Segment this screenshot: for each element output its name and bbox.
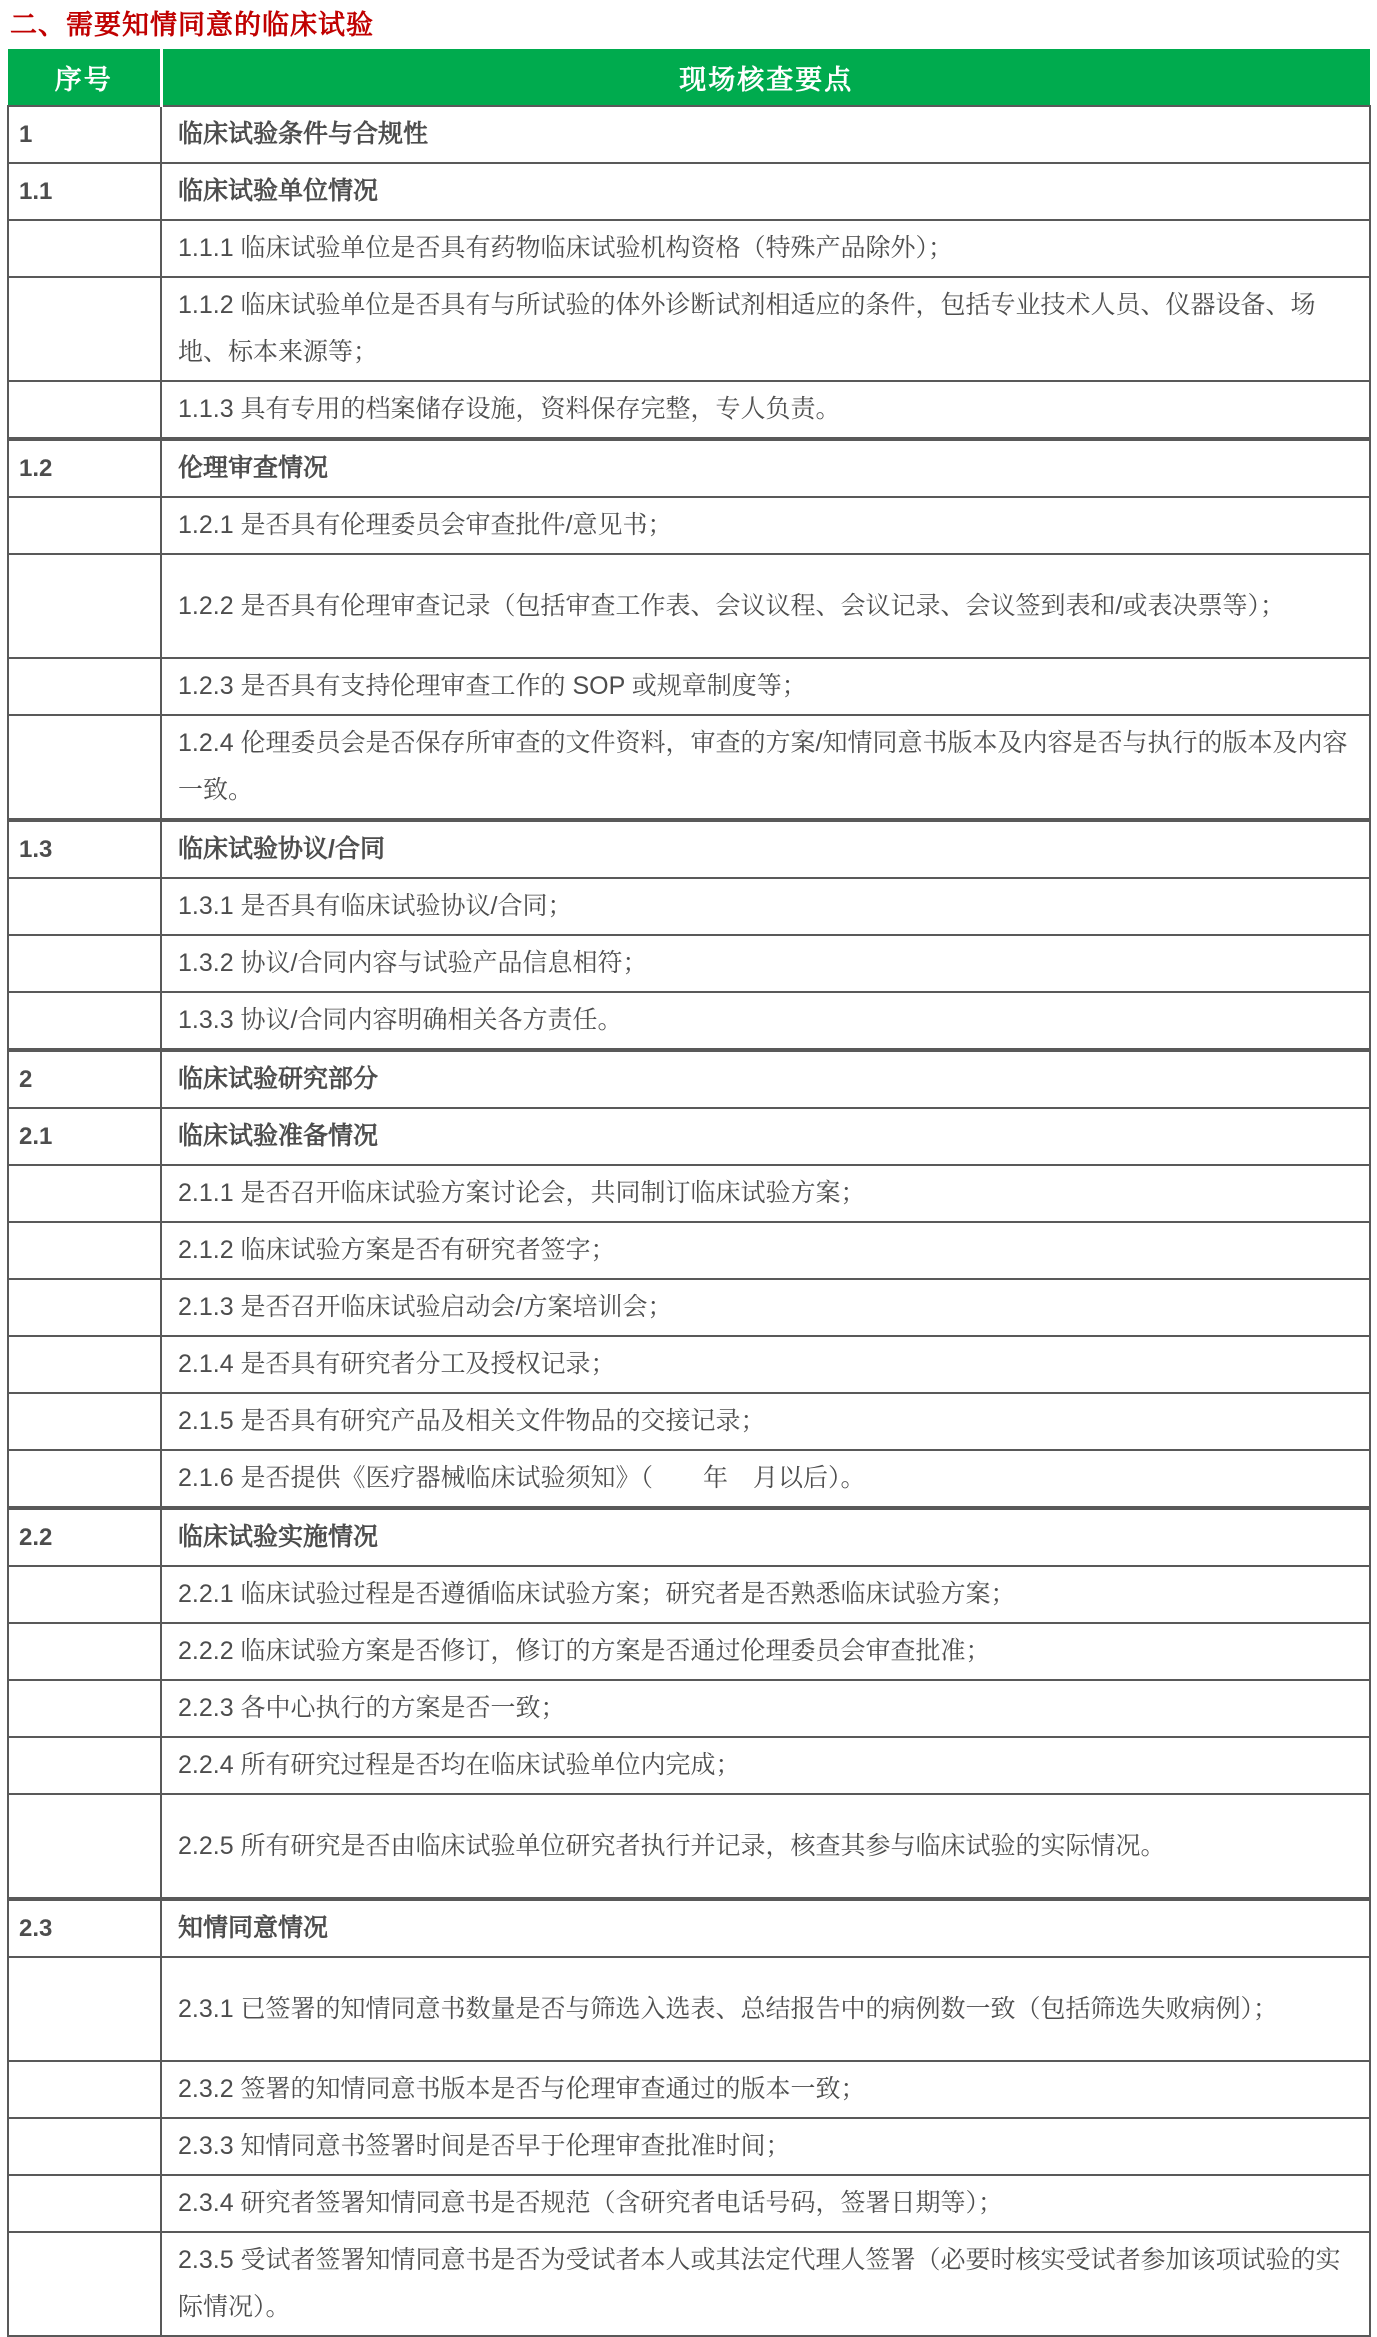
table-row <box>8 2232 1370 2336</box>
row-inspection-point: 2.2.4 所有研究过程是否均在临床试验单位内完成； <box>161 1737 1370 1794</box>
row-inspection-point: 临床试验研究部分 <box>161 1050 1370 1108</box>
row-serial-number <box>8 992 161 1050</box>
row-serial-number: 2.1 <box>8 1108 161 1165</box>
row-inspection-point: 伦理审查情况 <box>161 439 1370 497</box>
table-row <box>8 2061 1370 2118</box>
row-serial-number: 1.1 <box>8 163 161 220</box>
row-inspection-point: 1.3.1 是否具有临床试验协议/合同； <box>161 878 1370 935</box>
row-inspection-point: 2.1.3 是否召开临床试验启动会/方案培训会； <box>161 1279 1370 1336</box>
table-row <box>8 715 1370 820</box>
row-serial-number <box>8 1393 161 1450</box>
row-inspection-point: 2.3.3 知情同意书签署时间是否早于伦理审查批准时间； <box>161 2118 1370 2175</box>
table-row <box>8 820 1370 878</box>
row-inspection-point: 知情同意情况 <box>161 1899 1370 1957</box>
table-row <box>8 497 1370 554</box>
row-serial-number: 2 <box>8 1050 161 1108</box>
table-row <box>8 554 1370 658</box>
row-serial-number <box>8 1794 161 1899</box>
row-inspection-point: 2.1.1 是否召开临床试验方案讨论会，共同制订临床试验方案； <box>161 1165 1370 1222</box>
row-inspection-point: 1.1.2 临床试验单位是否具有与所试验的体外诊断试剂相适应的条件，包括专业技术人员、仪器设备、场地、标本来源等； <box>161 277 1370 381</box>
row-inspection-point: 2.3.1 已签署的知情同意书数量是否与筛选入选表、总结报告中的病例数一致（包括筛选失败病例）； <box>161 1957 1370 2061</box>
table-row <box>8 1279 1370 1336</box>
column-header-inspection-points: 现场核查要点 <box>161 49 1370 106</box>
checklist-table <box>7 49 1371 2337</box>
table-row <box>8 1108 1370 1165</box>
row-inspection-point: 2.3.5 受试者签署知情同意书是否为受试者本人或其法定代理人签署（必要时核实受试者参加该项试验的实际情况）。 <box>161 2232 1370 2336</box>
row-inspection-point: 2.1.6 是否提供《医疗器械临床试验须知》（ 年 月以后）。 <box>161 1450 1370 1508</box>
row-serial-number <box>8 277 161 381</box>
row-inspection-point: 2.2.5 所有研究是否由临床试验单位研究者执行并记录，核查其参与临床试验的实际情况。 <box>161 1794 1370 1899</box>
table-row <box>8 163 1370 220</box>
row-serial-number <box>8 381 161 439</box>
table-row <box>8 1050 1370 1108</box>
row-serial-number <box>8 1165 161 1222</box>
page-title: 二、需要知情同意的临床试验 <box>10 10 374 40</box>
header-row <box>8 49 1370 106</box>
row-inspection-point: 1.2.2 是否具有伦理审查记录（包括审查工作表、会议议程、会议记录、会议签到表和/或表决票等）； <box>161 554 1370 658</box>
row-serial-number: 2.3 <box>8 1899 161 1957</box>
table-row <box>8 658 1370 715</box>
row-serial-number <box>8 2118 161 2175</box>
row-inspection-point: 1.1.1 临床试验单位是否具有药物临床试验机构资格（特殊产品除外）； <box>161 220 1370 277</box>
row-inspection-point: 临床试验条件与合规性 <box>161 106 1370 163</box>
table-row <box>8 381 1370 439</box>
row-inspection-point: 2.1.4 是否具有研究者分工及授权记录； <box>161 1336 1370 1393</box>
row-serial-number <box>8 1623 161 1680</box>
row-inspection-point: 1.2.1 是否具有伦理委员会审查批件/意见书； <box>161 497 1370 554</box>
row-serial-number <box>8 2061 161 2118</box>
row-serial-number <box>8 554 161 658</box>
row-serial-number <box>8 497 161 554</box>
row-serial-number <box>8 1336 161 1393</box>
row-serial-number <box>8 1279 161 1336</box>
table-row <box>8 1450 1370 1508</box>
column-header-serial-number: 序号 <box>8 49 161 106</box>
row-inspection-point: 2.3.2 签署的知情同意书版本是否与伦理审查通过的版本一致； <box>161 2061 1370 2118</box>
row-inspection-point: 临床试验实施情况 <box>161 1508 1370 1566</box>
row-serial-number <box>8 1222 161 1279</box>
row-inspection-point: 2.2.2 临床试验方案是否修订，修订的方案是否通过伦理委员会审查批准； <box>161 1623 1370 1680</box>
table-row <box>8 439 1370 497</box>
row-inspection-point: 2.3.4 研究者签署知情同意书是否规范（含研究者电话号码，签署日期等）； <box>161 2175 1370 2232</box>
table-row <box>8 220 1370 277</box>
table-row <box>8 277 1370 381</box>
row-inspection-point: 1.2.4 伦理委员会是否保存所审查的文件资料，审查的方案/知情同意书版本及内容是否与执行的版本及内容一致。 <box>161 715 1370 820</box>
row-serial-number <box>8 715 161 820</box>
table-header <box>8 49 1370 106</box>
table-row <box>8 992 1370 1050</box>
row-inspection-point: 2.1.2 临床试验方案是否有研究者签字； <box>161 1222 1370 1279</box>
table-row <box>8 1957 1370 2061</box>
row-inspection-point: 临床试验协议/合同 <box>161 820 1370 878</box>
row-inspection-point: 2.1.5 是否具有研究产品及相关文件物品的交接记录； <box>161 1393 1370 1450</box>
row-serial-number: 1.2 <box>8 439 161 497</box>
row-inspection-point: 临床试验准备情况 <box>161 1108 1370 1165</box>
row-serial-number <box>8 658 161 715</box>
table-row <box>8 935 1370 992</box>
table-row <box>8 2175 1370 2232</box>
table-row <box>8 2118 1370 2175</box>
table-row <box>8 1165 1370 1222</box>
row-serial-number <box>8 1737 161 1794</box>
table-row <box>8 1336 1370 1393</box>
table-row <box>8 1737 1370 1794</box>
row-serial-number <box>8 1957 161 2061</box>
row-inspection-point: 1.3.2 协议/合同内容与试验产品信息相符； <box>161 935 1370 992</box>
table-row <box>8 1899 1370 1957</box>
row-serial-number: 2.2 <box>8 1508 161 1566</box>
table-row <box>8 1623 1370 1680</box>
row-serial-number <box>8 935 161 992</box>
row-serial-number: 1.3 <box>8 820 161 878</box>
row-serial-number <box>8 1680 161 1737</box>
row-inspection-point: 1.2.3 是否具有支持伦理审查工作的 SOP 或规章制度等； <box>161 658 1370 715</box>
table-row <box>8 106 1370 163</box>
row-serial-number <box>8 1450 161 1508</box>
table-row <box>8 1794 1370 1899</box>
table-row <box>8 1680 1370 1737</box>
row-inspection-point: 临床试验单位情况 <box>161 163 1370 220</box>
row-serial-number: 1 <box>8 106 161 163</box>
row-serial-number <box>8 1566 161 1623</box>
row-serial-number <box>8 2175 161 2232</box>
row-serial-number <box>8 2232 161 2336</box>
table-row <box>8 1222 1370 1279</box>
row-inspection-point: 2.2.3 各中心执行的方案是否一致； <box>161 1680 1370 1737</box>
table-body <box>8 106 1370 2336</box>
row-inspection-point: 1.3.3 协议/合同内容明确相关各方责任。 <box>161 992 1370 1050</box>
table-row <box>8 878 1370 935</box>
table-row <box>8 1566 1370 1623</box>
row-inspection-point: 2.2.1 临床试验过程是否遵循临床试验方案；研究者是否熟悉临床试验方案； <box>161 1566 1370 1623</box>
row-serial-number <box>8 220 161 277</box>
row-serial-number <box>8 878 161 935</box>
row-inspection-point: 1.1.3 具有专用的档案储存设施，资料保存完整，专人负责。 <box>161 381 1370 439</box>
table-row <box>8 1508 1370 1566</box>
table-row <box>8 1393 1370 1450</box>
